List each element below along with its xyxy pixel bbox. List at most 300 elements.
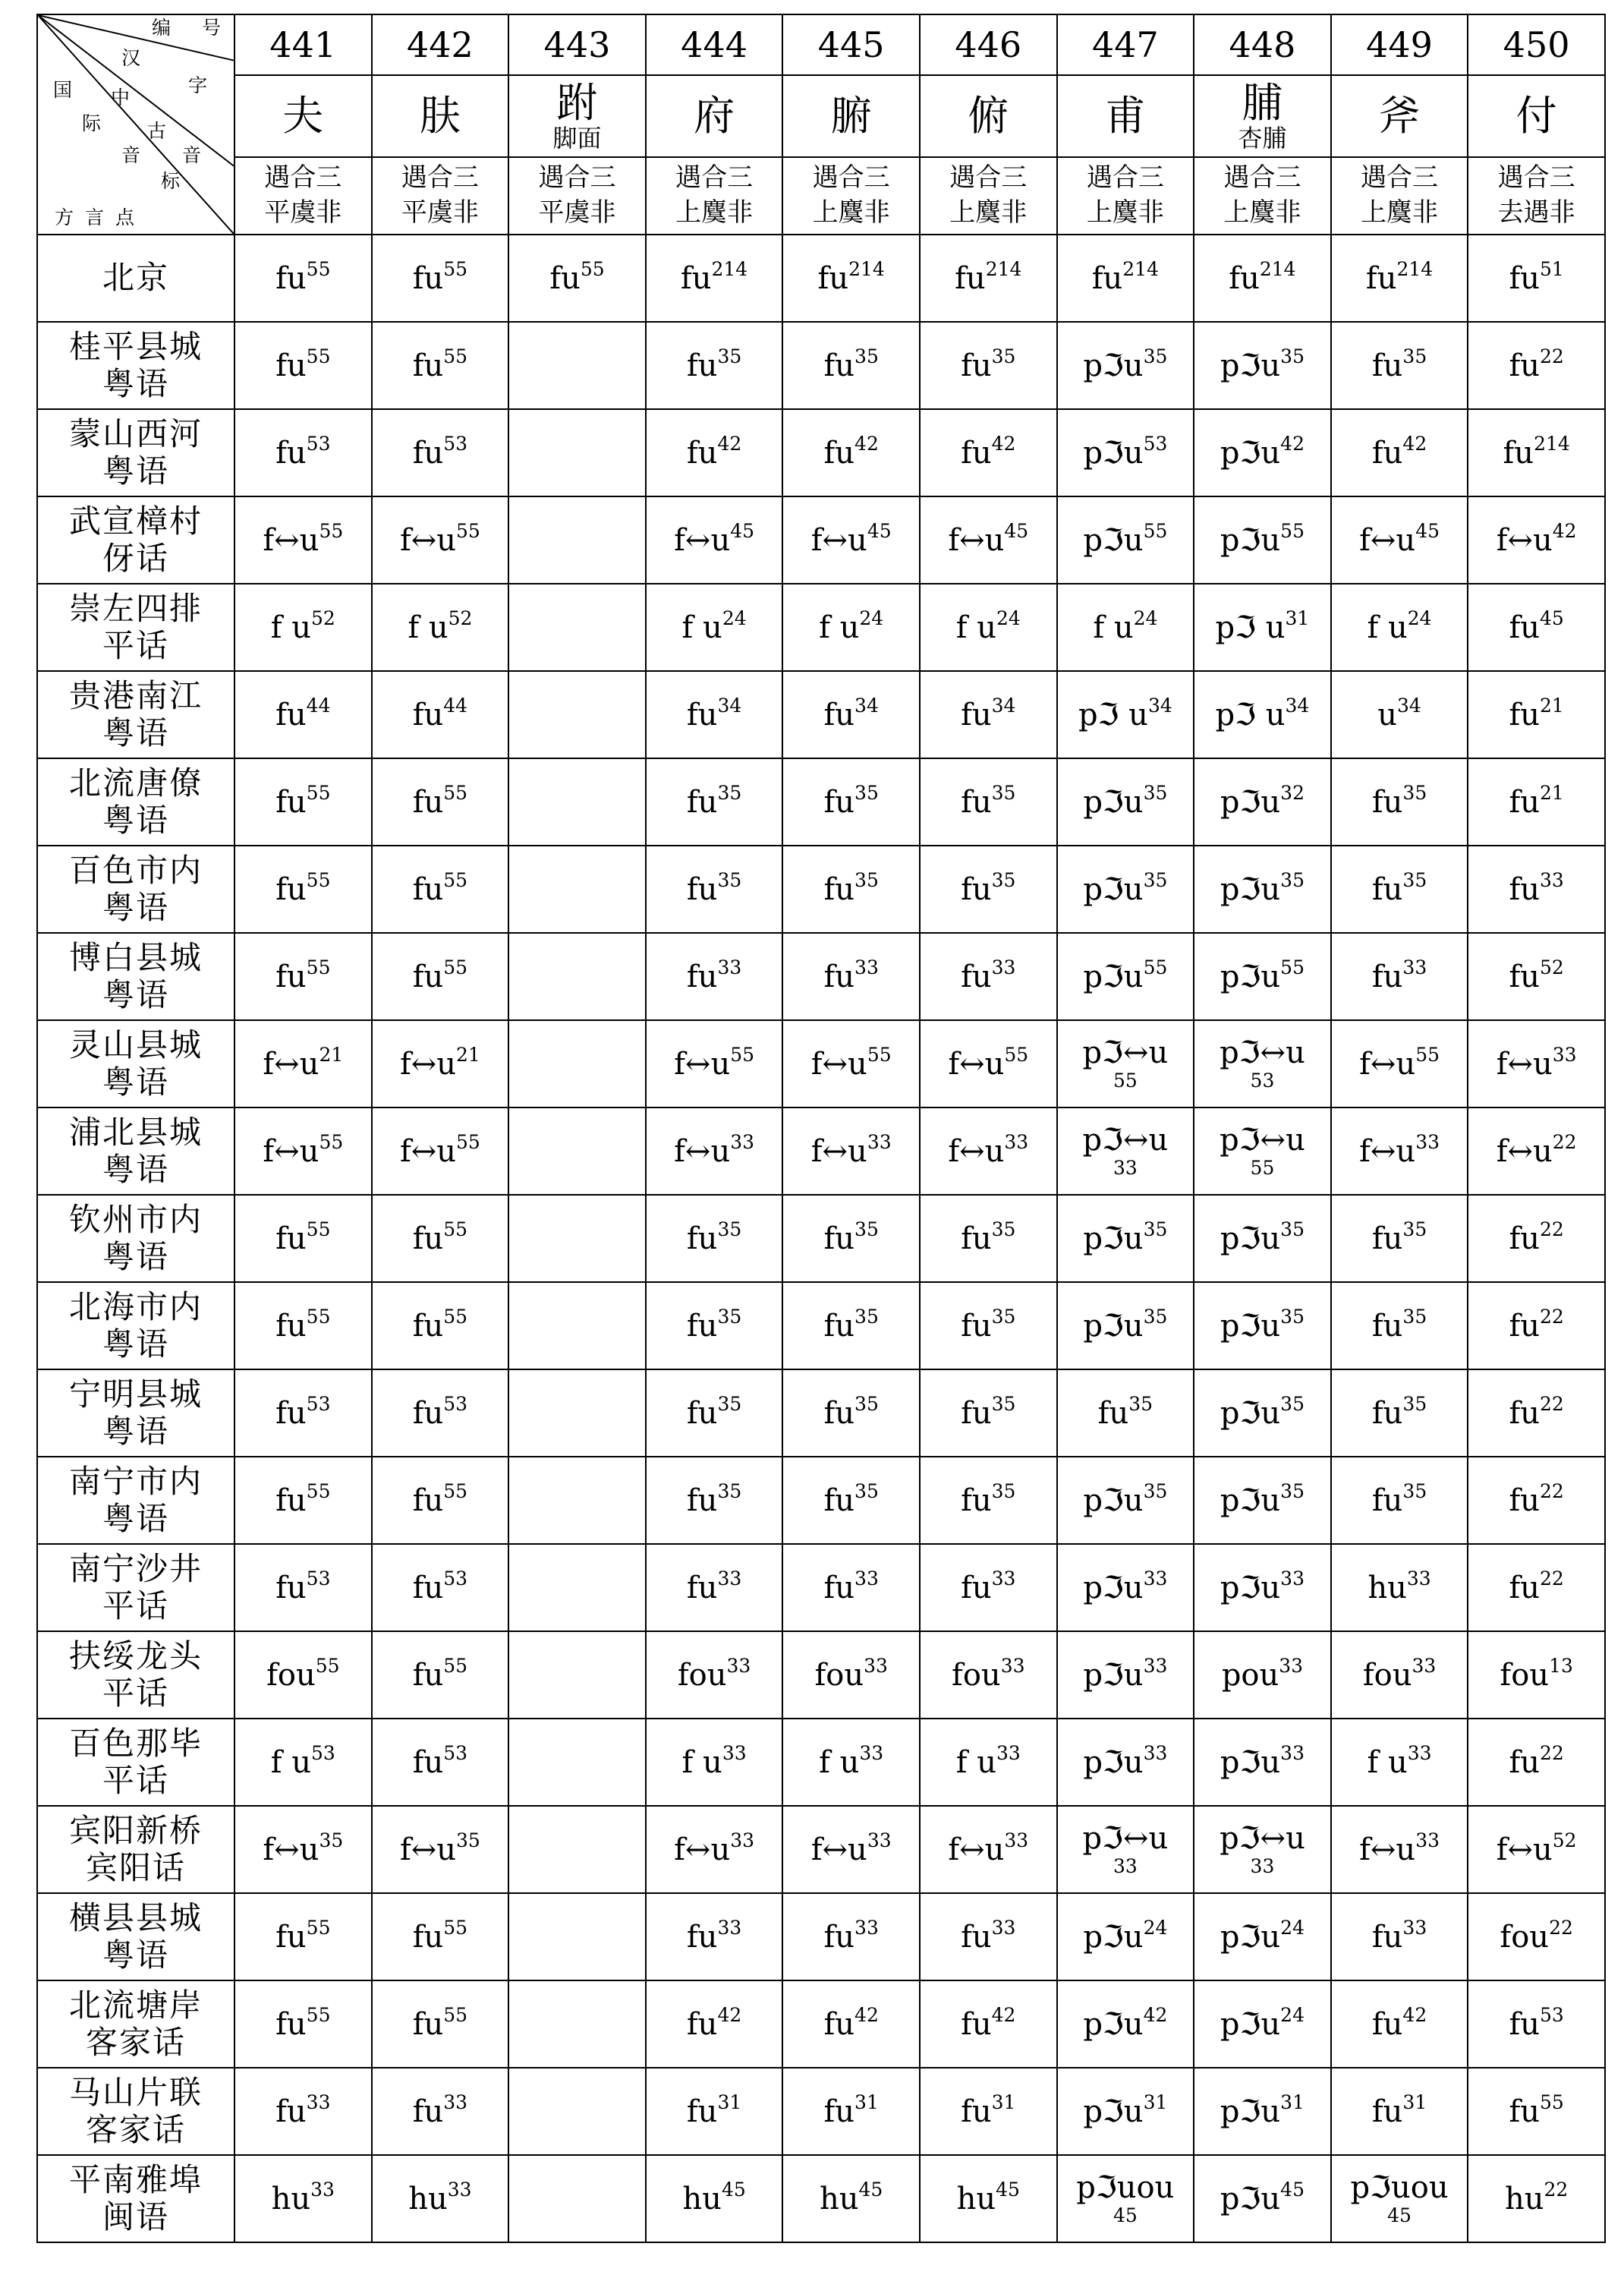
pronunciation-cell xyxy=(1468,1020,1605,1107)
pronunciation-base: fu xyxy=(961,697,992,733)
pronunciation-base: fu xyxy=(412,260,444,296)
pronunciation-base: fu xyxy=(412,1482,444,1518)
table-row xyxy=(37,1893,1605,1980)
pronunciation-base: f↔u xyxy=(263,522,319,558)
pronunciation-cell xyxy=(508,1457,646,1544)
pronunciation-base: fu xyxy=(275,2094,307,2129)
pronunciation-base: fou xyxy=(677,1657,727,1693)
pronunciation xyxy=(412,781,468,820)
tone-number: 34 xyxy=(717,694,742,717)
dialect-point-text: 北海市内 粤语 xyxy=(68,1288,203,1363)
pronunciation-base: fu xyxy=(1091,260,1123,296)
pronunciation-base: pℑu xyxy=(1220,1919,1281,1955)
tone-number: 35 xyxy=(717,781,742,804)
pronunciation-cell xyxy=(782,1107,920,1195)
tone-number: 214 xyxy=(985,257,1022,280)
pronunciation-base: fu xyxy=(961,1919,992,1955)
dialect-point xyxy=(37,1282,234,1369)
tone-number: 35 xyxy=(854,1392,879,1415)
pronunciation-base: hu xyxy=(956,2181,996,2217)
pronunciation xyxy=(1367,1741,1432,1780)
tone-number: 35 xyxy=(1402,868,1427,891)
pronunciation-base: fu xyxy=(686,1308,718,1344)
tone-number: 33 xyxy=(1280,1567,1305,1590)
pronunciation-base: hu xyxy=(1504,2181,1544,2217)
pronunciation-cell xyxy=(372,1806,509,1893)
pronunciation xyxy=(1083,1567,1168,1605)
pronunciation-base: fu xyxy=(1371,435,1403,471)
tone-number: 22 xyxy=(1540,1218,1564,1240)
tone-number: 24 xyxy=(996,607,1021,629)
pronunciation-cell xyxy=(782,1631,920,1719)
tone-number: 53 xyxy=(1540,2003,1564,2026)
tone-number: 35 xyxy=(1143,345,1168,367)
pronunciation-cell xyxy=(782,322,920,409)
pronunciation-cell xyxy=(782,1806,920,1893)
pronunciation-cell xyxy=(920,1980,1057,2068)
pronunciation xyxy=(275,868,331,907)
pronunciation-cell xyxy=(1468,584,1605,671)
corner-label-guo: 国 xyxy=(53,79,73,101)
pronunciation xyxy=(1367,1567,1431,1605)
tone-number: 35 xyxy=(854,345,879,367)
pronunciation-base: fu xyxy=(823,435,855,471)
pronunciation-cell xyxy=(920,846,1057,933)
table-row xyxy=(37,1457,1605,1544)
pronunciation-cell xyxy=(372,846,509,933)
pronunciation-base: f u xyxy=(408,610,448,645)
tone-number: 42 xyxy=(1280,432,1305,455)
pronunciation-base: f↔u xyxy=(263,1832,319,1867)
pronunciation xyxy=(1220,1741,1305,1780)
pronunciation-base: fu xyxy=(1371,2094,1403,2129)
pronunciation-cell xyxy=(1057,235,1194,322)
tone-number: 33 xyxy=(1000,1654,1025,1677)
pronunciation-cell xyxy=(1468,496,1605,584)
pronunciation-cell xyxy=(782,409,920,496)
pronunciation xyxy=(1509,956,1564,994)
header-row-middle-chinese xyxy=(37,157,1605,235)
pronunciation-base: fu xyxy=(1365,260,1397,296)
pronunciation-base: fu xyxy=(412,348,444,383)
pronunciation xyxy=(1097,1392,1153,1431)
table-row xyxy=(37,235,1605,322)
tone-number: 45 xyxy=(1540,607,1564,629)
column-character xyxy=(646,75,783,157)
pronunciation-cell xyxy=(1194,2155,1331,2242)
tone-number: 45 xyxy=(996,2178,1020,2201)
tone-number: 24 xyxy=(859,607,884,629)
pronunciation xyxy=(1083,2003,1168,2042)
pronunciation-base: fu xyxy=(412,959,444,994)
pronunciation-cell xyxy=(372,671,509,758)
tone-number: 21 xyxy=(319,1043,344,1066)
pronunciation-base: fu xyxy=(961,1308,992,1344)
pronunciation-cell xyxy=(1194,1806,1331,1893)
pronunciation xyxy=(275,956,331,994)
pronunciation xyxy=(686,432,742,471)
pronunciation-cell xyxy=(646,1369,783,1457)
tone-number: 35 xyxy=(1143,1218,1168,1240)
pronunciation-base: fu xyxy=(686,871,718,907)
pronunciation-cell xyxy=(508,496,646,584)
tone-number: 34 xyxy=(991,694,1016,717)
pronunciation xyxy=(1083,956,1168,994)
pronunciation xyxy=(412,2003,468,2042)
tone-number: 24 xyxy=(1280,1916,1305,1939)
pronunciation xyxy=(823,432,879,471)
pronunciation xyxy=(948,519,1029,558)
pronunciation-base: fu xyxy=(412,1744,444,1780)
middle-chinese-text: 遇合三 去遇非 xyxy=(1497,162,1575,228)
pronunciation-base: fu xyxy=(412,1395,444,1431)
pronunciation xyxy=(674,1829,755,1867)
pronunciation-base: f u xyxy=(1093,610,1134,645)
corner-label-fang: 方 xyxy=(55,206,74,228)
tone-number: 55 xyxy=(456,519,480,542)
table-row xyxy=(37,1020,1605,1107)
pronunciation-cell xyxy=(1468,1631,1605,1719)
table-row xyxy=(37,1719,1605,1806)
pronunciation-base: f u xyxy=(955,1744,996,1780)
header-row-character xyxy=(37,75,1605,157)
tone-number: 55 xyxy=(443,1654,468,1677)
pronunciation-base: fu xyxy=(961,1221,992,1256)
pronunciation-cell xyxy=(1468,235,1605,322)
tone-number: 22 xyxy=(1540,1741,1564,1764)
pronunciation-cell xyxy=(920,933,1057,1020)
tone-number: 52 xyxy=(311,607,335,629)
pronunciation-cell xyxy=(372,1282,509,1369)
pronunciation-cell xyxy=(508,1020,646,1107)
pronunciation-base: pℑu xyxy=(1083,1221,1144,1256)
column-number-text: 449 xyxy=(1366,24,1433,65)
pronunciation xyxy=(961,1218,1016,1256)
tone-number: 55 xyxy=(443,1218,468,1240)
pronunciation-base: f↔u xyxy=(674,1046,731,1082)
pronunciation-cell xyxy=(646,1195,783,1282)
pronunciation xyxy=(399,1130,480,1169)
pronunciation-cell xyxy=(1331,2068,1468,2155)
pronunciation-base: fu xyxy=(961,1570,992,1605)
pronunciation xyxy=(1496,1130,1577,1169)
pronunciation-cell xyxy=(1194,322,1331,409)
tone-number: 33 xyxy=(1280,1741,1305,1764)
pronunciation-cell xyxy=(1331,1282,1468,1369)
pronunciation-base: pℑu xyxy=(1220,348,1281,383)
pronunciation-base: fu xyxy=(1509,348,1541,383)
pronunciation-base: fu xyxy=(1371,1395,1403,1431)
tone-number: 53 xyxy=(443,1741,468,1764)
pronunciation-cell xyxy=(646,584,783,671)
table-row xyxy=(37,1544,1605,1631)
pronunciation-cell xyxy=(234,1195,372,1282)
pronunciation-base: f↔u xyxy=(674,1133,731,1169)
tone-number: 45 xyxy=(867,519,892,542)
pronunciation xyxy=(412,1567,468,1605)
tone-number: 35 xyxy=(1143,1479,1168,1502)
pronunciation-cell xyxy=(234,933,372,1020)
pronunciation xyxy=(674,1043,755,1082)
pronunciation xyxy=(686,345,742,383)
pronunciation xyxy=(412,1654,468,1693)
pronunciation-cell xyxy=(1331,2155,1468,2242)
pronunciation-cell xyxy=(782,496,920,584)
tone-number: 35 xyxy=(854,781,879,804)
pronunciation-cell xyxy=(372,1457,509,1544)
pronunciation-base: fu xyxy=(275,348,307,383)
column-number-text: 442 xyxy=(406,24,474,65)
pronunciation-base: fu xyxy=(686,1919,718,1955)
pronunciation xyxy=(1220,1218,1305,1256)
dialect-point-text: 灵山县城 粤语 xyxy=(68,1026,203,1101)
tone-number: 55 xyxy=(443,257,468,280)
pronunciation xyxy=(1367,607,1432,645)
column-number-text: 444 xyxy=(681,24,747,65)
pronunciation-base: pℑ↔u xyxy=(1082,1035,1169,1070)
pronunciation-cell xyxy=(508,1893,646,1980)
dialect-point xyxy=(37,1719,234,1806)
pronunciation-cell xyxy=(372,1893,509,1980)
pronunciation-base: fu xyxy=(412,1570,444,1605)
dialect-point xyxy=(37,758,234,846)
pronunciation-cell xyxy=(1468,2068,1605,2155)
pronunciation-cell xyxy=(646,1631,783,1719)
pronunciation xyxy=(1509,694,1564,733)
pronunciation xyxy=(275,257,331,296)
tone-number: 33 xyxy=(717,956,742,978)
tone-number: 35 xyxy=(1143,781,1168,804)
pronunciation xyxy=(266,1654,340,1693)
tone-number: 33 xyxy=(864,1654,888,1677)
pronunciation-base: fu xyxy=(1509,260,1541,296)
table-row xyxy=(37,584,1605,671)
pronunciation-cell xyxy=(1194,1719,1331,1806)
tone-number: 52 xyxy=(448,607,473,629)
tone-number: 35 xyxy=(1402,1392,1427,1415)
pronunciation-cell xyxy=(372,1544,509,1631)
tone-number: 33 xyxy=(722,1741,747,1764)
tone-number: 33 xyxy=(1415,1829,1440,1851)
table-row xyxy=(37,758,1605,846)
pronunciation-base: fu xyxy=(412,784,444,820)
middle-chinese-text: 遇合三 平虞非 xyxy=(264,162,342,228)
pronunciation-base: pℑu xyxy=(1220,1482,1281,1518)
pronunciation xyxy=(1509,781,1564,820)
pronunciation-cell xyxy=(508,1282,646,1369)
column-middle-chinese xyxy=(646,157,783,235)
dialect-point xyxy=(37,1457,234,1544)
pronunciation xyxy=(682,2178,746,2217)
pronunciation xyxy=(956,2178,1020,2217)
tone-number: 214 xyxy=(711,257,748,280)
dialect-point-text: 蒙山西河 粤语 xyxy=(68,415,203,490)
tone-number: 55 xyxy=(1143,956,1168,978)
pronunciation-base: f↔u xyxy=(1496,1832,1553,1867)
pronunciation xyxy=(948,1043,1029,1082)
pronunciation-cell xyxy=(372,933,509,1020)
pronunciation xyxy=(677,1654,751,1693)
tone-number: 55 xyxy=(580,257,605,280)
character-text: 夫 xyxy=(282,92,324,140)
pronunciation-cell xyxy=(1468,671,1605,758)
dialect-point-text: 马山片联 客家话 xyxy=(68,2074,203,2148)
pronunciation xyxy=(686,1305,742,1344)
pronunciation xyxy=(810,1043,892,1082)
tone-number: 34 xyxy=(854,694,879,717)
pronunciation xyxy=(1359,1829,1440,1867)
tone-number: 42 xyxy=(991,2003,1016,2026)
pronunciation xyxy=(955,257,1022,296)
pronunciation-cell xyxy=(1468,1806,1605,1893)
tone-number: 33 xyxy=(867,1829,892,1851)
pronunciation-cell xyxy=(782,1457,920,1544)
pronunciation xyxy=(961,868,1016,907)
tone-number: 31 xyxy=(1402,2091,1427,2113)
pronunciation-cell xyxy=(782,933,920,1020)
pronunciation xyxy=(674,1130,755,1169)
pronunciation xyxy=(823,1567,879,1605)
pronunciation-base: pℑu xyxy=(1220,1570,1281,1605)
pronunciation xyxy=(810,519,892,558)
tone-number: 53 xyxy=(1250,1070,1275,1092)
table-row xyxy=(37,409,1605,496)
pronunciation-cell xyxy=(1194,584,1331,671)
dialect-point xyxy=(37,846,234,933)
column-number xyxy=(646,14,783,75)
pronunciation xyxy=(681,607,747,645)
pronunciation-cell xyxy=(1331,584,1468,671)
pronunciation-cell xyxy=(234,1282,372,1369)
pronunciation-cell xyxy=(1057,409,1194,496)
tone-number: 35 xyxy=(1402,781,1427,804)
tone-number: 53 xyxy=(311,1741,335,1764)
pronunciation-cell xyxy=(1057,1457,1194,1544)
tone-number: 35 xyxy=(1280,868,1305,891)
pronunciation xyxy=(961,1567,1016,1605)
pronunciation-base: f↔u xyxy=(810,1133,867,1169)
pronunciation-cell xyxy=(646,1282,783,1369)
pronunciation-cell xyxy=(1468,1544,1605,1631)
dialect-point-text: 平南雅埠 闽语 xyxy=(68,2161,203,2235)
pronunciation xyxy=(686,1218,742,1256)
pronunciation xyxy=(1220,781,1305,820)
pronunciation-base: fu xyxy=(686,1395,718,1431)
middle-chinese-text: 遇合三 平虞非 xyxy=(401,162,479,228)
pronunciation-base: fu xyxy=(1097,1395,1129,1431)
pronunciation xyxy=(263,1043,344,1082)
pronunciation-cell xyxy=(646,2155,783,2242)
pronunciation-base: fu xyxy=(1509,1482,1541,1518)
pronunciation-base: fu xyxy=(1371,2006,1403,2042)
pronunciation-cell xyxy=(1331,846,1468,933)
tone-number: 34 xyxy=(1397,694,1421,717)
pronunciation-cell xyxy=(1468,1195,1605,1282)
tone-number: 53 xyxy=(443,1392,468,1415)
tone-number: 55 xyxy=(306,345,331,367)
pronunciation xyxy=(275,781,331,820)
corner-label-biao: 标 xyxy=(161,170,181,192)
tone-number: 33 xyxy=(1004,1829,1029,1851)
tone-number: 35 xyxy=(1402,1305,1427,1328)
pronunciation-base: hu xyxy=(408,2181,448,2217)
pronunciation xyxy=(1220,1392,1305,1431)
pronunciation-cell xyxy=(234,1893,372,1980)
pronunciation-base: hu xyxy=(682,2181,722,2217)
pronunciation-cell xyxy=(1468,1107,1605,1195)
pronunciation xyxy=(1496,1043,1577,1082)
pronunciation-base: fu xyxy=(961,2006,992,2042)
pronunciation-base: fu xyxy=(275,435,307,471)
tone-number: 55 xyxy=(319,1130,344,1153)
pronunciation-base: pℑ↔u xyxy=(1220,1821,1305,1856)
pronunciation xyxy=(275,432,331,471)
pronunciation xyxy=(814,1654,888,1693)
pronunciation-base: fu xyxy=(1509,1570,1541,1605)
tone-number: 33 xyxy=(854,956,879,978)
tone-number: 45 xyxy=(1004,519,1029,542)
pronunciation-cell xyxy=(372,758,509,846)
pronunciation-cell xyxy=(1194,1980,1331,2068)
pronunciation xyxy=(681,1741,747,1780)
tone-number: 44 xyxy=(306,694,331,717)
pronunciation-cell xyxy=(1331,671,1468,758)
pronunciation-base: pℑuou xyxy=(1350,2170,1449,2205)
tone-number: 42 xyxy=(717,2003,742,2026)
pronunciation xyxy=(961,781,1016,820)
pronunciation-cell xyxy=(1468,1457,1605,1544)
pronunciation-base: fu xyxy=(1509,784,1541,820)
pronunciation-base: pℑu xyxy=(1220,784,1281,820)
pronunciation xyxy=(823,694,879,733)
pronunciation-cell xyxy=(1057,846,1194,933)
tone-number: 21 xyxy=(1540,781,1564,804)
pronunciation xyxy=(1058,1035,1194,1092)
pronunciation-cell xyxy=(782,846,920,933)
pronunciation xyxy=(270,607,335,645)
pronunciation-cell xyxy=(920,1806,1057,1893)
pronunciation-cell xyxy=(782,2068,920,2155)
pronunciation-base: fu xyxy=(549,260,581,296)
pronunciation-cell xyxy=(1331,1719,1468,1806)
pronunciation-base: fu xyxy=(1509,1308,1541,1344)
pronunciation-base: f u xyxy=(270,1744,312,1780)
pronunciation xyxy=(820,2178,883,2217)
tone-number: 55 xyxy=(306,781,331,804)
tone-number: 22 xyxy=(1552,1130,1577,1153)
pronunciation-cell xyxy=(1057,1806,1194,1893)
pronunciation-base: fu xyxy=(686,697,718,733)
tone-number: 42 xyxy=(1143,2003,1168,2026)
dialect-point-text: 北流唐僚 粤语 xyxy=(68,764,203,839)
pronunciation-base: pℑu xyxy=(1083,1308,1144,1344)
tone-number: 33 xyxy=(854,1567,879,1590)
pronunciation xyxy=(271,2178,335,2217)
pronunciation-cell xyxy=(1057,1282,1194,1369)
tone-number: 55 xyxy=(306,1916,331,1939)
dialect-point-text: 崇左四排 平话 xyxy=(68,590,203,664)
pronunciation xyxy=(1093,607,1158,645)
pronunciation xyxy=(823,1218,879,1256)
column-character xyxy=(920,75,1057,157)
pronunciation-cell xyxy=(1057,1195,1194,1282)
pronunciation xyxy=(1509,1479,1564,1518)
pronunciation xyxy=(412,257,468,296)
pronunciation-cell xyxy=(920,1020,1057,1107)
pronunciation-base: pℑu xyxy=(1083,1744,1144,1780)
pronunciation xyxy=(263,1130,344,1169)
tone-number: 35 xyxy=(991,1305,1016,1328)
